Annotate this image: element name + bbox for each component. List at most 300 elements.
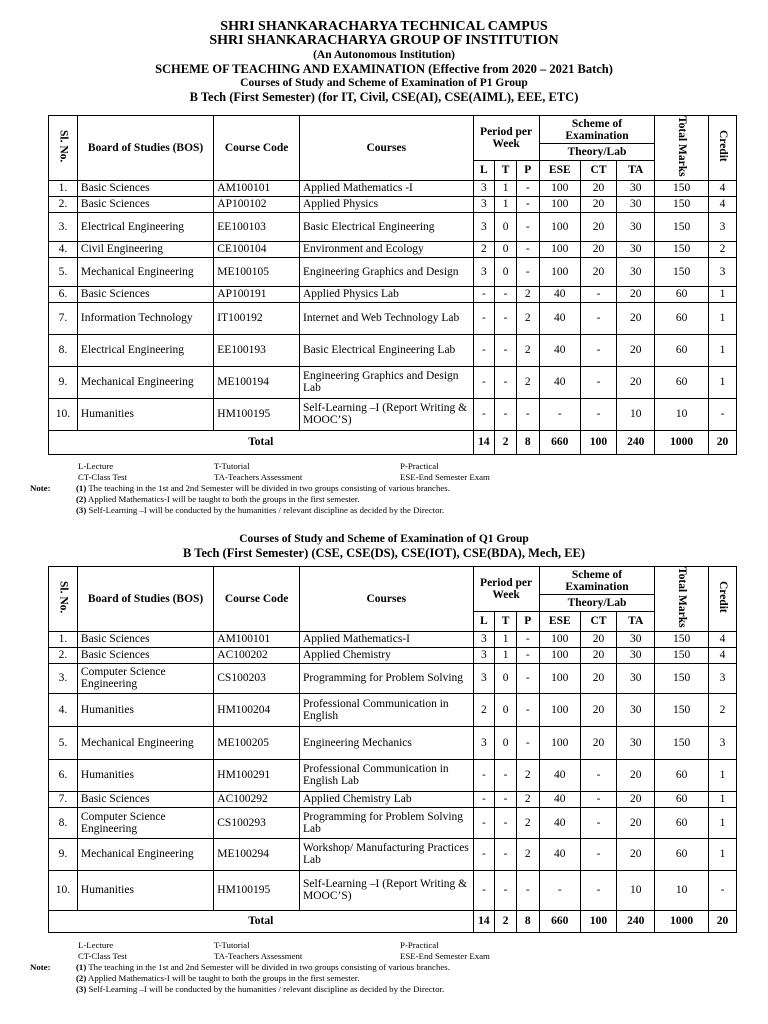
p1-group-subtitle: B Tech (First Semester) (for IT, Civil, CSE(AI), CSE(AIML), EEE, ETC)	[189, 90, 579, 104]
credit: 3	[709, 212, 737, 241]
course-name: Environment and Ecology	[300, 241, 474, 257]
legend-teachers-assessment: TA-Teachers Assessment	[214, 472, 303, 482]
board-of-studies: Electrical Engineering	[77, 334, 213, 366]
ta-marks: 30	[617, 631, 655, 647]
note-1-number: (1)	[76, 483, 87, 493]
note-1-number: (1)	[76, 962, 87, 972]
ct-marks: 20	[580, 212, 616, 241]
tutorial-hours: 0	[495, 241, 517, 257]
ese-marks: 100	[539, 212, 580, 241]
sl-no: 2.	[49, 647, 78, 663]
credit: 1	[709, 759, 737, 791]
total-marks: 10	[655, 398, 709, 430]
table-row	[49, 302, 737, 334]
note-2: Applied Mathematics-I will be taught to both the groups in the first semester.	[87, 494, 360, 504]
course-code: HM100195	[214, 398, 300, 430]
table-row	[49, 726, 737, 759]
lecture-hours: 3	[473, 180, 495, 196]
credit: 1	[709, 838, 737, 870]
total-credit: 20	[709, 910, 737, 932]
ese-header: ESE	[539, 161, 580, 180]
sl-no: 10.	[49, 870, 78, 910]
ct-marks: -	[580, 807, 616, 838]
total-row	[49, 430, 737, 454]
course-code-header: Course Code	[214, 567, 300, 632]
practical-hours: -	[516, 726, 539, 759]
total-marks: 60	[655, 366, 709, 398]
board-of-studies: Humanities	[77, 870, 213, 910]
course-code: EE100193	[214, 334, 300, 366]
credit: 1	[709, 302, 737, 334]
board-of-studies: Civil Engineering	[77, 241, 213, 257]
legend-tutorial: T-Tutorial	[214, 461, 250, 471]
theory-lab-header: Theory/Lab	[539, 144, 655, 161]
tutorial-hours: 1	[495, 631, 517, 647]
total-marks: 60	[655, 759, 709, 791]
ese-marks: 40	[539, 791, 580, 807]
note-3-number: (3)	[76, 984, 87, 994]
total-ese: 660	[539, 910, 580, 932]
table-row	[49, 212, 737, 241]
note-3: Self-Learning –I will be conducted by the humanities / relevant discipline as decided by the Director.	[88, 984, 445, 994]
board-of-studies: Basic Sciences	[77, 631, 213, 647]
ese-marks: 100	[539, 693, 580, 726]
sl-no: 1.	[49, 180, 78, 196]
ct-marks: 20	[580, 180, 616, 196]
table-row	[49, 838, 737, 870]
sl-no: 4.	[49, 241, 78, 257]
practical-hours: 2	[516, 838, 539, 870]
table-row	[49, 180, 737, 196]
ct-marks: -	[580, 286, 616, 302]
ct-marks: 20	[580, 257, 616, 286]
legend-block	[30, 940, 730, 995]
ese-marks: 100	[539, 631, 580, 647]
ct-marks: -	[580, 759, 616, 791]
p1-scheme-table	[48, 115, 737, 455]
total-marks: 60	[655, 838, 709, 870]
table-row	[49, 366, 737, 398]
tutorial-hours: 1	[495, 196, 517, 212]
lecture-hours: 3	[473, 631, 495, 647]
practical-hours: -	[516, 631, 539, 647]
course-code: AM100101	[214, 180, 300, 196]
q1-scheme-table	[48, 566, 737, 933]
lecture-hours: 3	[473, 257, 495, 286]
total-marks: 1000	[655, 910, 709, 932]
course-name: Applied Chemistry Lab	[300, 791, 474, 807]
table-row	[49, 334, 737, 366]
course-name: Applied Mathematics-I	[300, 631, 474, 647]
legend-tutorial: T-Tutorial	[214, 940, 250, 950]
ta-marks: 20	[617, 807, 655, 838]
credit: 4	[709, 196, 737, 212]
practical-hours: 2	[516, 759, 539, 791]
legend-block	[30, 461, 730, 516]
total-marks: 60	[655, 807, 709, 838]
sl-no: 5.	[49, 257, 78, 286]
practical-hours: -	[516, 180, 539, 196]
lecture-hours: 2	[473, 693, 495, 726]
total-marks: 60	[655, 791, 709, 807]
total-l: 14	[473, 430, 495, 454]
practical-hours: 2	[516, 366, 539, 398]
ese-marks: 100	[539, 647, 580, 663]
course-code: CE100104	[214, 241, 300, 257]
note-label: Note:	[30, 962, 51, 972]
ct-marks: -	[580, 334, 616, 366]
total-marks: 150	[655, 693, 709, 726]
courses-header: Courses	[300, 116, 474, 181]
table-row	[49, 693, 737, 726]
table-row	[49, 663, 737, 693]
total-ta: 240	[617, 430, 655, 454]
board-of-studies: Basic Sciences	[77, 180, 213, 196]
note-label: Note:	[30, 483, 51, 493]
lecture-hours: 3	[473, 196, 495, 212]
legend-practical: P-Practical	[400, 940, 439, 950]
lecture-hours: 3	[473, 663, 495, 693]
total-marks: 10	[655, 870, 709, 910]
course-code: HM100291	[214, 759, 300, 791]
scheme-header: Scheme of Examination	[539, 116, 655, 144]
course-name: Engineering Mechanics	[300, 726, 474, 759]
ct-marks: -	[580, 366, 616, 398]
total-row	[49, 910, 737, 932]
practical-hours: 2	[516, 286, 539, 302]
board-of-studies: Computer Science Engineering	[77, 807, 213, 838]
board-of-studies: Mechanical Engineering	[77, 726, 213, 759]
credit: 4	[709, 180, 737, 196]
total-p: 8	[516, 910, 539, 932]
ct-marks: 20	[580, 693, 616, 726]
sl-no: 3.	[49, 663, 78, 693]
tutorial-hours: 0	[495, 726, 517, 759]
course-code: AM100101	[214, 631, 300, 647]
course-code: AP100191	[214, 286, 300, 302]
credit: 3	[709, 663, 737, 693]
course-code: HM100195	[214, 870, 300, 910]
ta-marks: 30	[617, 726, 655, 759]
course-name: Basic Electrical Engineering Lab	[300, 334, 474, 366]
practical-hours: -	[516, 196, 539, 212]
table-row	[49, 791, 737, 807]
ct-marks: 20	[580, 241, 616, 257]
ta-marks: 20	[617, 759, 655, 791]
lecture-hours: 2	[473, 241, 495, 257]
total-marks: 150	[655, 196, 709, 212]
l-header: L	[473, 161, 495, 180]
ta-marks: 10	[617, 870, 655, 910]
ct-marks: 20	[580, 631, 616, 647]
sl-no: 6.	[49, 759, 78, 791]
credit: 1	[709, 366, 737, 398]
total-marks: 150	[655, 726, 709, 759]
practical-hours: -	[516, 398, 539, 430]
theory-lab-header: Theory/Lab	[539, 595, 655, 612]
board-of-studies: Humanities	[77, 398, 213, 430]
legend-lecture: L-Lecture	[78, 940, 114, 950]
course-code: IT100192	[214, 302, 300, 334]
credit: 1	[709, 807, 737, 838]
legend-class-test: CT-Class Test	[78, 951, 127, 961]
period-header: Period per Week	[473, 116, 539, 161]
tutorial-hours: 1	[495, 647, 517, 663]
practical-hours: -	[516, 212, 539, 241]
total-t: 2	[495, 430, 517, 454]
ta-marks: 20	[617, 791, 655, 807]
note-3: Self-Learning –I will be conducted by the humanities / relevant discipline as decided by the Director.	[88, 505, 445, 515]
course-name: Applied Chemistry	[300, 647, 474, 663]
tutorial-hours: -	[495, 366, 517, 398]
total-marks: 150	[655, 180, 709, 196]
ct-marks: -	[580, 791, 616, 807]
sl-no: 1.	[49, 631, 78, 647]
group-name: SHRI SHANKARACHARYA GROUP OF INSTITUTION	[209, 33, 559, 48]
credit: -	[709, 870, 737, 910]
board-of-studies: Mechanical Engineering	[77, 838, 213, 870]
course-code: EE100103	[214, 212, 300, 241]
slno-header: Sl. No.	[49, 116, 78, 181]
ct-header: CT	[580, 161, 616, 180]
table-row	[49, 631, 737, 647]
p-header: P	[516, 612, 539, 631]
course-code: AC100292	[214, 791, 300, 807]
bos-header: Board of Studies (BOS)	[77, 116, 213, 181]
table-row	[49, 286, 737, 302]
lecture-hours: -	[473, 334, 495, 366]
course-code: AC100202	[214, 647, 300, 663]
board-of-studies: Computer Science Engineering	[77, 663, 213, 693]
course-name: Workshop/ Manufacturing Practices Lab	[300, 838, 474, 870]
table-row	[49, 759, 737, 791]
total-marks: 60	[655, 286, 709, 302]
board-of-studies: Information Technology	[77, 302, 213, 334]
total-marks-header: Total Marks	[655, 567, 709, 632]
q1-group-header	[0, 532, 768, 560]
ct-marks: 20	[580, 647, 616, 663]
tutorial-hours: 1	[495, 180, 517, 196]
course-name: Applied Mathematics -I	[300, 180, 474, 196]
tutorial-hours: -	[495, 286, 517, 302]
bos-header: Board of Studies (BOS)	[77, 567, 213, 632]
practical-hours: -	[516, 663, 539, 693]
board-of-studies: Humanities	[77, 759, 213, 791]
tutorial-hours: -	[495, 838, 517, 870]
scheme-title: SCHEME OF TEACHING AND EXAMINATION (Effective from 2020 – 2021 Batch)	[155, 62, 613, 76]
tutorial-hours: 0	[495, 212, 517, 241]
p1-group-title: Courses of Study and Scheme of Examination of P1 Group	[240, 77, 528, 89]
course-code: HM100204	[214, 693, 300, 726]
ese-header: ESE	[539, 612, 580, 631]
course-code-header: Course Code	[214, 116, 300, 181]
credit: 1	[709, 334, 737, 366]
ese-marks: 40	[539, 807, 580, 838]
ct-marks: -	[580, 398, 616, 430]
table-row	[49, 870, 737, 910]
tutorial-hours: -	[495, 759, 517, 791]
total-marks: 60	[655, 334, 709, 366]
table-row	[49, 398, 737, 430]
sl-no: 9.	[49, 838, 78, 870]
tutorial-hours: -	[495, 398, 517, 430]
lecture-hours: -	[473, 838, 495, 870]
ese-marks: 40	[539, 759, 580, 791]
ese-marks: -	[539, 870, 580, 910]
practical-hours: 2	[516, 302, 539, 334]
t-header: T	[495, 161, 517, 180]
tutorial-hours: 0	[495, 693, 517, 726]
course-code: ME100105	[214, 257, 300, 286]
sl-no: 5.	[49, 726, 78, 759]
legend-class-test: CT-Class Test	[78, 472, 127, 482]
ese-marks: 40	[539, 838, 580, 870]
ct-marks: 20	[580, 663, 616, 693]
table-row	[49, 241, 737, 257]
total-label: Total	[49, 910, 474, 932]
practical-hours: -	[516, 647, 539, 663]
course-name: Professional Communication in English	[300, 693, 474, 726]
table-row	[49, 647, 737, 663]
total-p: 8	[516, 430, 539, 454]
credit: 1	[709, 286, 737, 302]
board-of-studies: Basic Sciences	[77, 286, 213, 302]
ta-marks: 30	[617, 693, 655, 726]
sl-no: 4.	[49, 693, 78, 726]
course-name: Engineering Graphics and Design	[300, 257, 474, 286]
sl-no: 10.	[49, 398, 78, 430]
ct-marks: -	[580, 870, 616, 910]
legend-ese: ESE-End Semester Exam	[400, 951, 490, 961]
credit: 1	[709, 791, 737, 807]
credit: 2	[709, 241, 737, 257]
ct-marks: 20	[580, 726, 616, 759]
tutorial-hours: -	[495, 807, 517, 838]
practical-hours: -	[516, 870, 539, 910]
lecture-hours: -	[473, 302, 495, 334]
ese-marks: 100	[539, 663, 580, 693]
total-marks-header: Total Marks	[655, 116, 709, 181]
practical-hours: -	[516, 241, 539, 257]
total-marks: 150	[655, 241, 709, 257]
sl-no: 8.	[49, 334, 78, 366]
ta-marks: 20	[617, 302, 655, 334]
ese-marks: 100	[539, 241, 580, 257]
sl-no: 7.	[49, 791, 78, 807]
tutorial-hours: -	[495, 791, 517, 807]
course-code: AP100102	[214, 196, 300, 212]
credit: 2	[709, 693, 737, 726]
ese-marks: 100	[539, 180, 580, 196]
board-of-studies: Humanities	[77, 693, 213, 726]
courses-header: Courses	[300, 567, 474, 632]
total-marks: 60	[655, 302, 709, 334]
lecture-hours: -	[473, 791, 495, 807]
course-name: Programming for Problem Solving	[300, 663, 474, 693]
tutorial-hours: 0	[495, 257, 517, 286]
legend-teachers-assessment: TA-Teachers Assessment	[214, 951, 303, 961]
total-marks: 150	[655, 631, 709, 647]
t-header: T	[495, 612, 517, 631]
course-name: Self-Learning –I (Report Writing & MOOC’S)	[300, 870, 474, 910]
ta-marks: 20	[617, 366, 655, 398]
lecture-hours: -	[473, 398, 495, 430]
sl-no: 3.	[49, 212, 78, 241]
course-name: Self-Learning –I (Report Writing & MOOC’S)	[300, 398, 474, 430]
tutorial-hours: -	[495, 334, 517, 366]
practical-hours: 2	[516, 791, 539, 807]
board-of-studies: Basic Sciences	[77, 647, 213, 663]
campus-name: SHRI SHANKARACHARYA TECHNICAL CAMPUS	[220, 19, 548, 34]
board-of-studies: Mechanical Engineering	[77, 366, 213, 398]
ta-marks: 20	[617, 334, 655, 366]
lecture-hours: 3	[473, 212, 495, 241]
lecture-hours: -	[473, 870, 495, 910]
course-code: ME100194	[214, 366, 300, 398]
note-1: The teaching in the 1st and 2nd Semester will be divided in two groups consisting of various branches.	[88, 483, 450, 493]
course-name: Basic Electrical Engineering	[300, 212, 474, 241]
sl-no: 8.	[49, 807, 78, 838]
slno-header: Sl. No.	[49, 567, 78, 632]
course-name: Applied Physics	[300, 196, 474, 212]
course-name: Internet and Web Technology Lab	[300, 302, 474, 334]
note-2-number: (2)	[76, 494, 87, 504]
sl-no: 9.	[49, 366, 78, 398]
ta-marks: 10	[617, 398, 655, 430]
lecture-hours: -	[473, 759, 495, 791]
course-name: Applied Physics Lab	[300, 286, 474, 302]
course-code: CS100293	[214, 807, 300, 838]
legend-ese: ESE-End Semester Exam	[400, 472, 490, 482]
lecture-hours: -	[473, 286, 495, 302]
lecture-hours: -	[473, 366, 495, 398]
ese-marks: 100	[539, 726, 580, 759]
ct-marks: -	[580, 838, 616, 870]
p-header: P	[516, 161, 539, 180]
legend-lecture: L-Lecture	[78, 461, 114, 471]
credit: 4	[709, 647, 737, 663]
ese-marks: 100	[539, 257, 580, 286]
board-of-studies: Basic Sciences	[77, 196, 213, 212]
note-2-number: (2)	[76, 973, 87, 983]
total-marks: 150	[655, 647, 709, 663]
practical-hours: 2	[516, 334, 539, 366]
sl-no: 6.	[49, 286, 78, 302]
ct-header: CT	[580, 612, 616, 631]
tutorial-hours: 0	[495, 663, 517, 693]
q1-group-title: Courses of Study and Scheme of Examination of Q1 Group	[239, 533, 529, 545]
practical-hours: -	[516, 693, 539, 726]
lecture-hours: 3	[473, 647, 495, 663]
q1-group-subtitle: B Tech (First Semester) (CSE, CSE(DS), CSE(IOT), CSE(BDA), Mech, EE)	[182, 546, 586, 560]
total-marks: 150	[655, 663, 709, 693]
course-name: Programming for Problem Solving Lab	[300, 807, 474, 838]
course-name: Professional Communication in English Lab	[300, 759, 474, 791]
total-marks: 150	[655, 257, 709, 286]
note-3-number: (3)	[76, 505, 87, 515]
credit: 4	[709, 631, 737, 647]
credit: 3	[709, 257, 737, 286]
ese-marks: 40	[539, 366, 580, 398]
credit: 3	[709, 726, 737, 759]
credit-header: Credit	[709, 116, 737, 181]
ta-marks: 30	[617, 241, 655, 257]
table-row	[49, 807, 737, 838]
total-marks: 150	[655, 212, 709, 241]
course-name: Engineering Graphics and Design Lab	[300, 366, 474, 398]
ese-marks: -	[539, 398, 580, 430]
tutorial-hours: -	[495, 870, 517, 910]
